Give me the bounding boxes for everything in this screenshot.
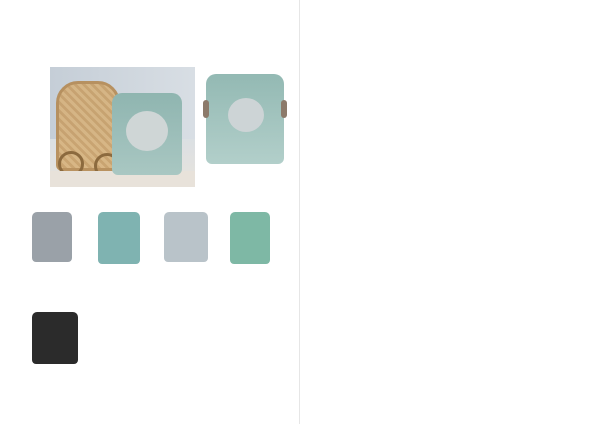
lifestyle-photo bbox=[50, 67, 195, 187]
photo-caption bbox=[38, 137, 46, 187]
product-image bbox=[164, 212, 208, 262]
product-image bbox=[206, 74, 284, 164]
product-image bbox=[230, 212, 270, 264]
product-image bbox=[32, 312, 78, 364]
side-tab-left bbox=[3, 160, 15, 270]
elephant-basket-image bbox=[112, 93, 182, 175]
product-image bbox=[32, 212, 72, 262]
collection-heading bbox=[58, 25, 268, 27]
product-image bbox=[98, 212, 140, 264]
